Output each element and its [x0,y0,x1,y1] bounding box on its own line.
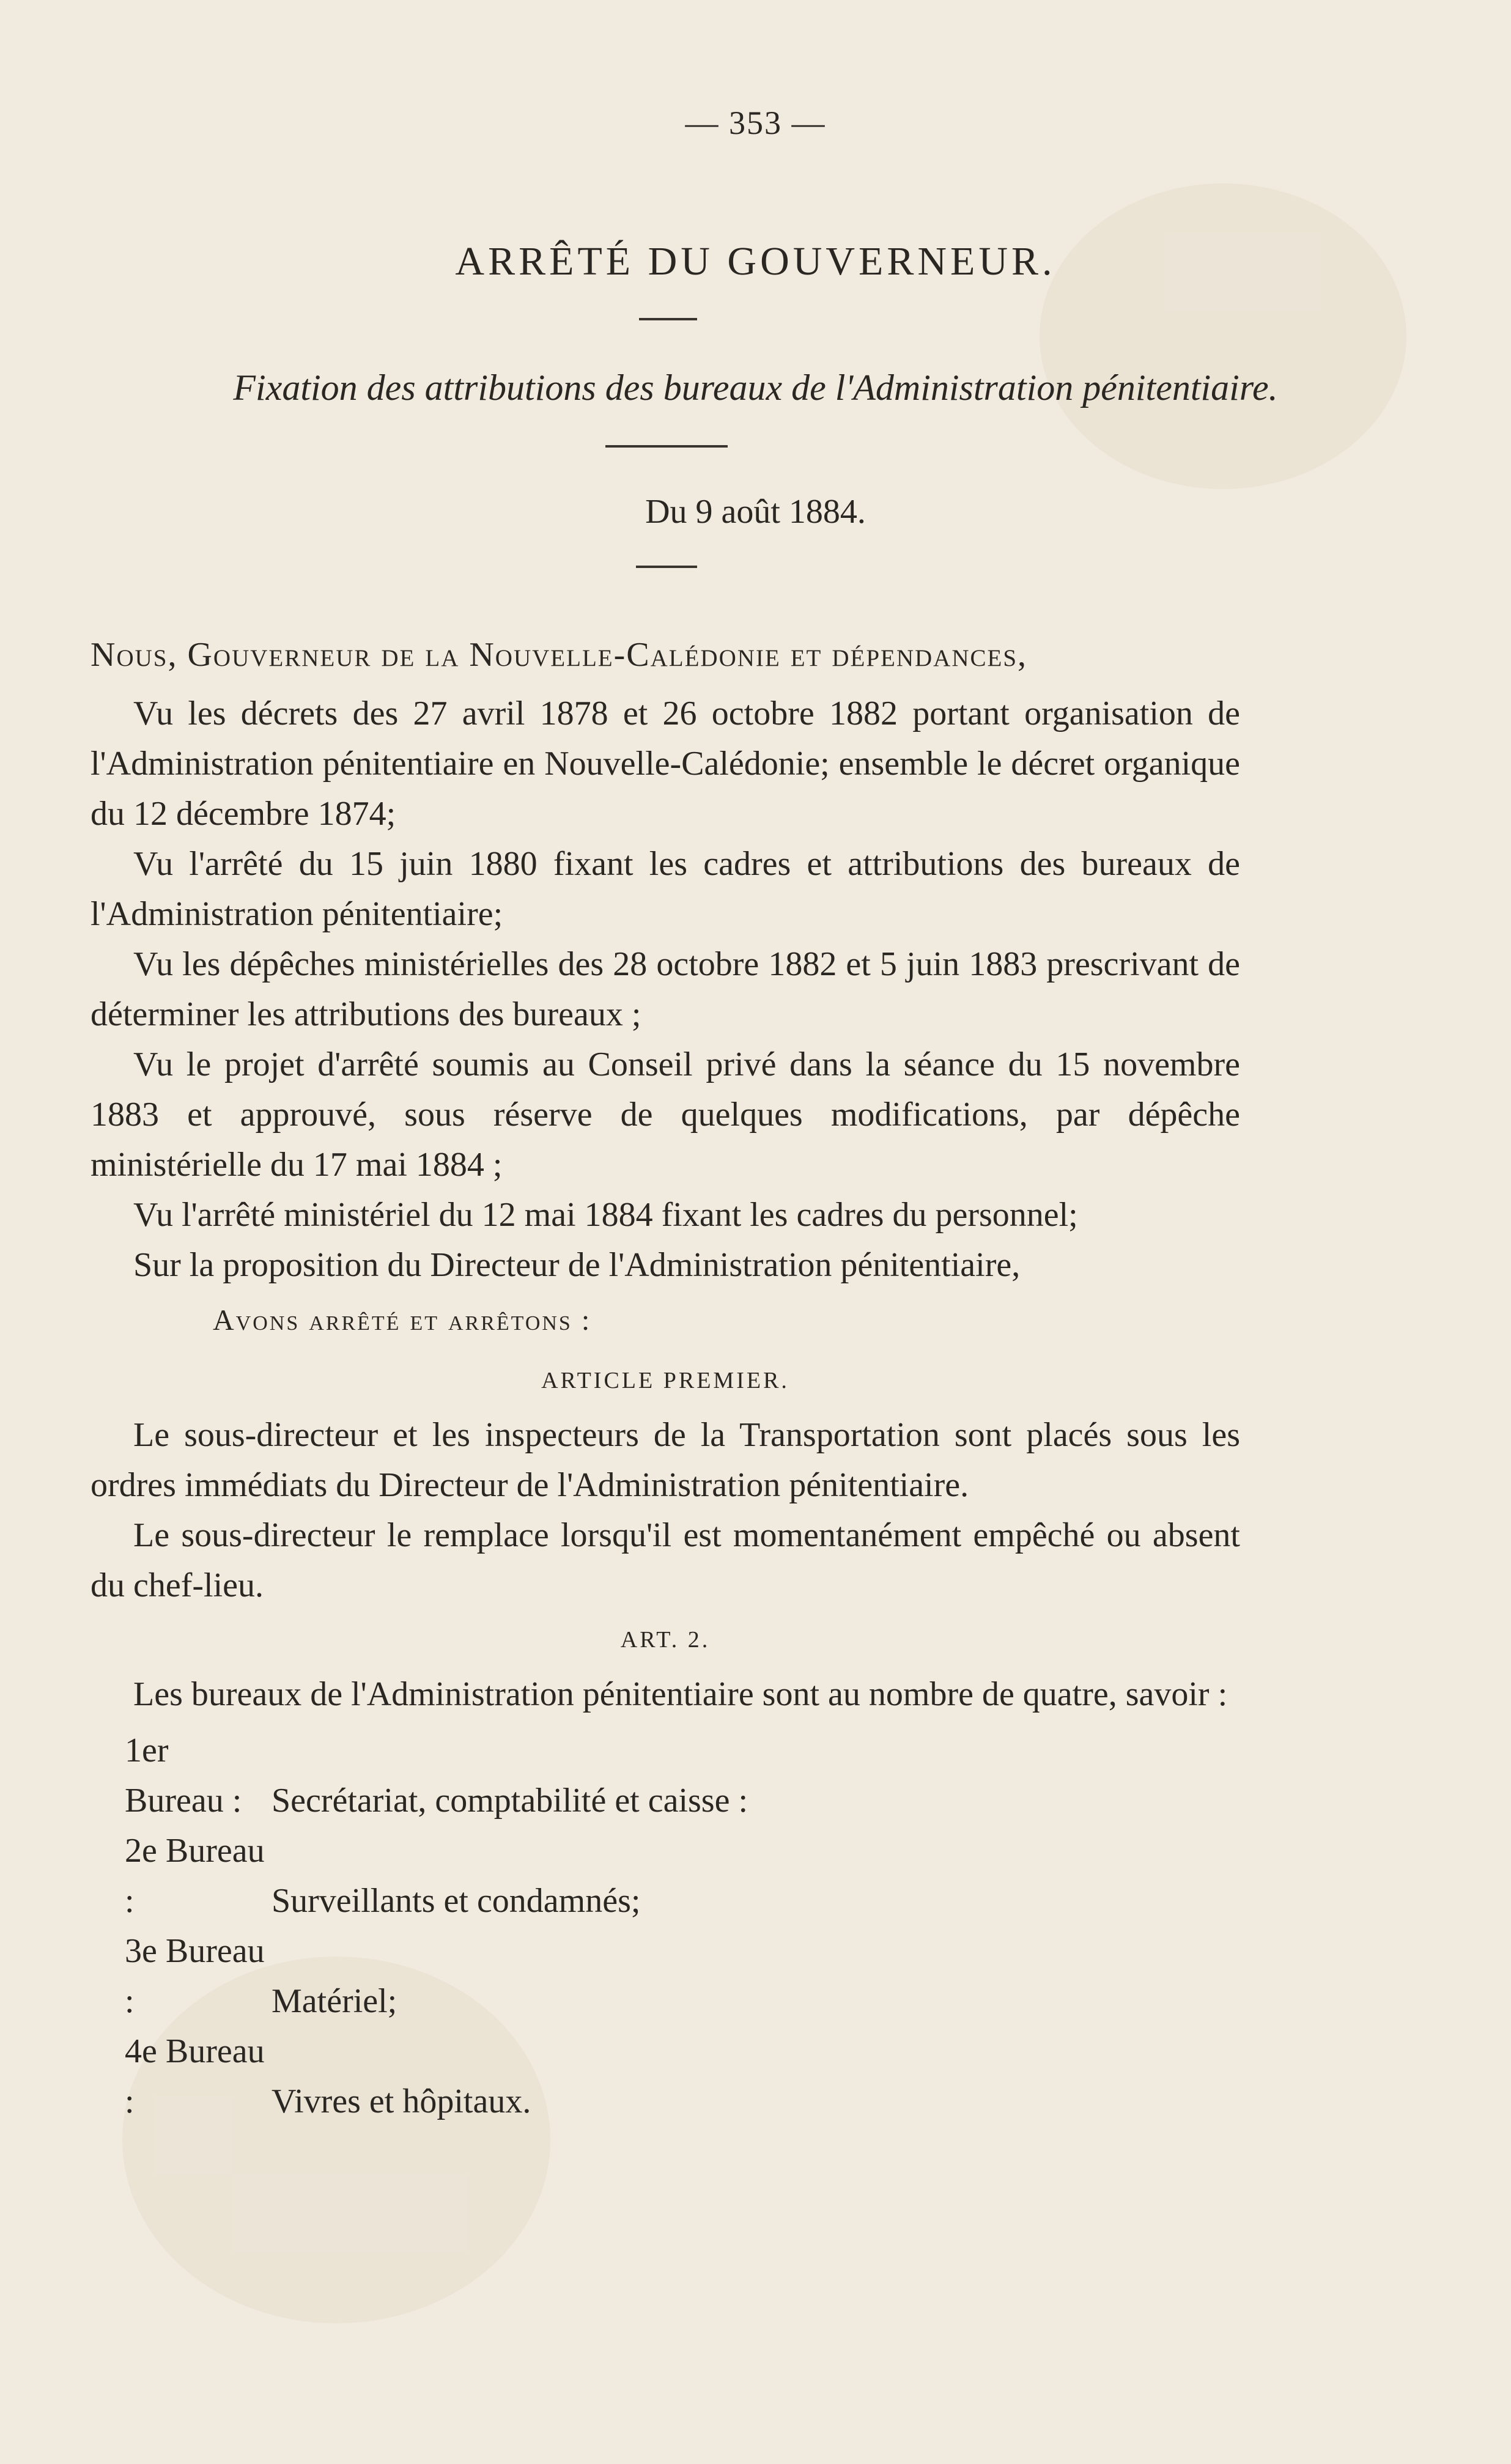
bureau-label: Surveillants et condamnés; [272,1882,641,1920]
bureau-label: Matériel; [272,1982,397,2020]
decree-subtitle: Fixation des attributions des bureaux de l'Administration pénitentiaire. [233,367,1278,408]
considerant-1: Vu les décrets des 27 avril 1878 et 26 octobre 1882 portant organisation de l'Administration pénitentiaire en Nouvelle-Calédonie; ensemble le décret organique du 12 décembre 1874; [91,695,1240,833]
bureau-label: Vivres et hôpitaux. [272,2082,531,2120]
considerant-5: Vu l'arrêté ministériel du 12 mai 1884 fixant les cadres du personnel; [133,1196,1078,1234]
decree-body [91,630,1240,2126]
decree-date: Du 9 août 1884. [645,493,866,531]
article-2-intro: Les bureaux de l'Administration pénitentiaire sont au nombre de quatre, savoir : [133,1675,1228,1713]
subtitle-divider [605,445,728,448]
page-number: — 353 — [685,105,826,141]
considerant-4: Vu le projet d'arrêté soumis au Conseil privé dans la séance du 15 novembre 1883 et approuvé, sous réserve de quelques modifications, par dépêche ministérielle du 17 mai 1884 ; [91,1046,1240,1184]
preamble-nous: Nous, Gouverneur de la Nouvelle-Calédonie et dépendances, [91,636,1028,674]
list-item [91,1826,1240,1926]
bureau-label: Secrétariat, comptabilité et caisse : [272,1782,748,1820]
title-divider [639,318,697,320]
bureau-list [91,1725,1240,2126]
bureau-number: 1er Bureau : [125,1732,242,1820]
considerant-6: Sur la proposition du Directeur de l'Administration pénitentiaire, [133,1246,1021,1284]
article-2-heading: ART. 2. [620,1627,711,1653]
article-1-paragraph-2: Le sous-directeur le remplace lorsqu'il est momentanément empêché ou absent du chef-lieu. [91,1516,1240,1604]
decree-title: ARRÊTÉ DU GOUVERNEUR. [455,239,1056,284]
bureau-number: 2e Bureau : [125,1832,265,1920]
bureau-number: 4e Bureau : [125,2032,265,2120]
bureau-number: 3e Bureau : [125,1932,265,2020]
avons-arrete: Avons arrêté et arrêtons : [213,1304,592,1337]
list-item [91,1926,1240,2026]
considerant-3: Vu les dépêches ministérielles des 28 octobre 1882 et 5 juin 1883 prescrivant de déterminer les attributions des bureaux ; [91,945,1240,1033]
paper-stain [1040,183,1406,489]
article-1-heading: ARTICLE PREMIER. [541,1368,789,1393]
list-item [91,2026,1240,2126]
considerant-2: Vu l'arrêté du 15 juin 1880 fixant les cadres et attributions des bureaux de l'Administration pénitentiaire; [91,845,1240,933]
list-item [91,1725,1240,1826]
date-divider [636,566,697,568]
article-1-paragraph-1: Le sous-directeur et les inspecteurs de la Transportation sont placés sous les ordres immédiats du Directeur de l'Administration pénitentiaire. [91,1416,1240,1504]
